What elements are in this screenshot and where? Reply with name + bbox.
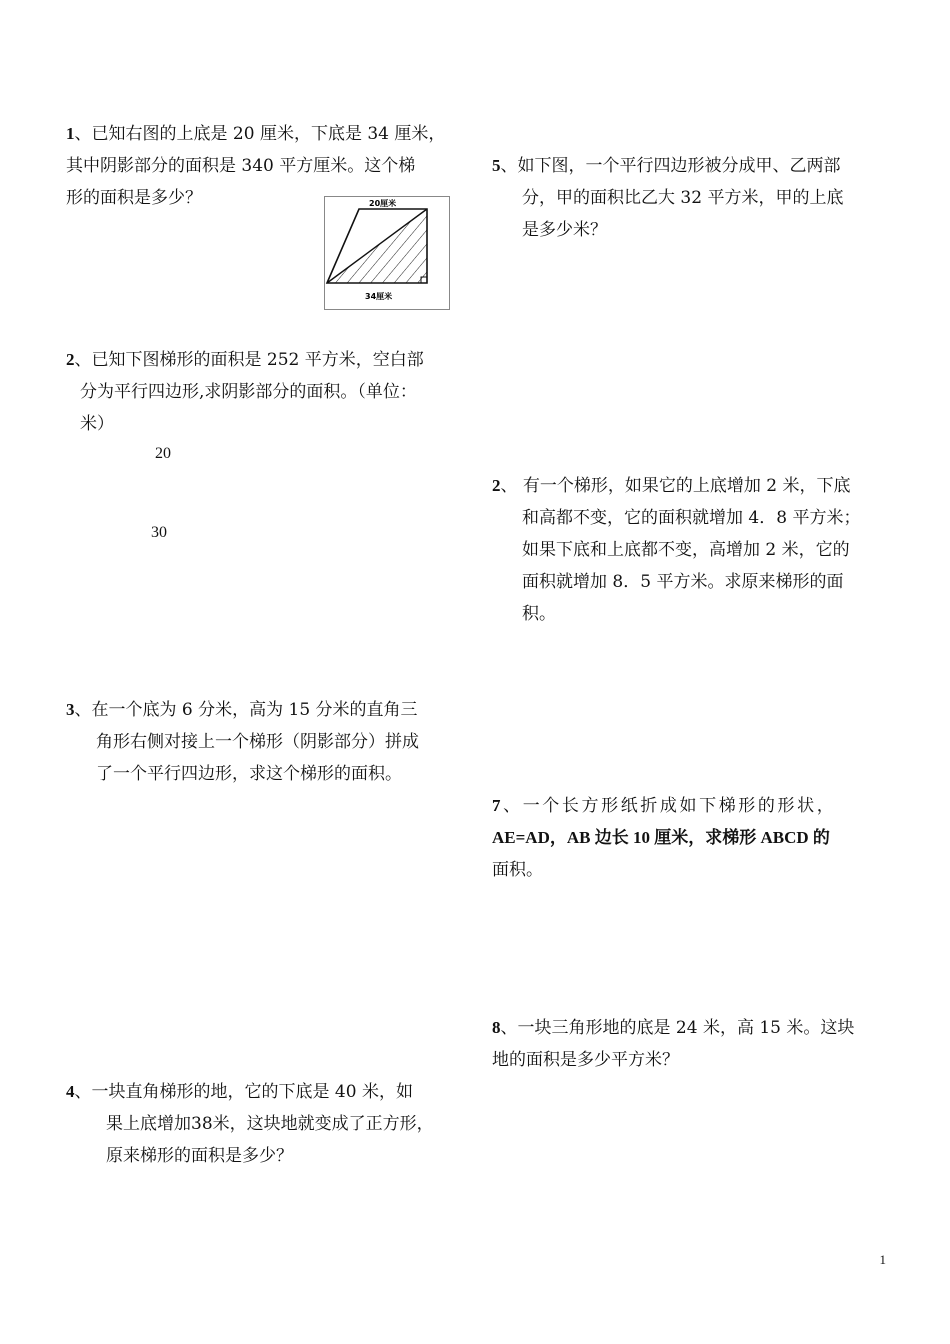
question-7	[492, 790, 892, 886]
question-number: 7	[492, 796, 504, 815]
question-number: 2	[492, 476, 501, 495]
question-text: 其中阴影部分的面积是 340 平方厘米。这个梯	[66, 156, 416, 176]
question-text: 、一块直角梯形的地，它的下底是 40 米，如	[74, 1082, 413, 1102]
question-text: 、已知右图的上底是 20 厘米，下底是 34 厘米，	[74, 124, 446, 144]
question-text: 果上底增加38米，这块地就变成了正方形，	[106, 1114, 434, 1134]
dimension-label-20: 20	[155, 445, 171, 462]
question-text: 、一块三角形地的底是 24 米，高 15 米。这块	[500, 1018, 855, 1038]
question-number: 3	[66, 700, 75, 719]
question-text: 分为平行四边形,求阴影部分的面积。（单位：	[80, 382, 417, 402]
question-text: 地的面积是多少平方米？	[492, 1050, 679, 1070]
question-text: 、 有一个梯形，如果它的上底增加 2 米，下底	[500, 476, 851, 496]
question-text: 、一个长方形纸折成如下梯形的形状，	[503, 796, 837, 816]
top-base-label: 20厘米	[369, 199, 397, 208]
question-text: 和高都不变，它的面积就增加 4．8 平方米；	[522, 508, 861, 528]
question-text: 原来梯形的面积是多少？	[106, 1146, 293, 1166]
question-number: 4	[66, 1082, 75, 1101]
bottom-base-label: 34厘米	[365, 292, 393, 301]
question-number: 8	[492, 1018, 501, 1037]
question-text: 分，甲的面积比乙大 32 平方米，甲的上底	[522, 188, 844, 208]
question-8	[492, 1012, 892, 1076]
question-text: 是多少米？	[522, 220, 607, 240]
question-text: 如果下底和上底都不变，高增加 2 米，它的	[522, 540, 850, 560]
question-text: AE=AD，AB 边长 10 厘米，求梯形 ABCD 的	[492, 828, 830, 847]
question-number: 5	[492, 156, 501, 175]
question-text: 角形右侧对接上一个梯形（阴影部分）拼成	[96, 732, 419, 752]
question-2	[66, 344, 466, 440]
question-text: 积。	[522, 604, 556, 624]
question-text: 米）	[80, 414, 114, 434]
question-number: 1	[66, 124, 75, 143]
page-number: 1	[879, 1252, 886, 1267]
question-text: 面积就增加 8．5 平方米。求原来梯形的面	[522, 572, 844, 592]
question-text: 、已知下图梯形的面积是 252 平方米，空白部	[74, 350, 424, 370]
question-6	[492, 470, 892, 630]
question-5	[492, 150, 892, 246]
question-3	[66, 694, 466, 790]
question-text: 了一个平行四边形，求这个梯形的面积。	[96, 764, 402, 784]
question-text: 、如下图，一个平行四边形被分成甲、乙两部	[500, 156, 841, 176]
question-number: 2	[66, 350, 75, 369]
question-4	[66, 1076, 466, 1172]
dimension-label-30: 30	[151, 524, 167, 541]
question-text: 形的面积是多少？	[66, 188, 202, 208]
question-text: 面积。	[492, 860, 543, 880]
trapezoid-diagram	[325, 197, 449, 309]
question-text: 、在一个底为 6 分米，高为 15 分米的直角三	[74, 700, 418, 720]
trapezoid-figure	[324, 196, 450, 310]
